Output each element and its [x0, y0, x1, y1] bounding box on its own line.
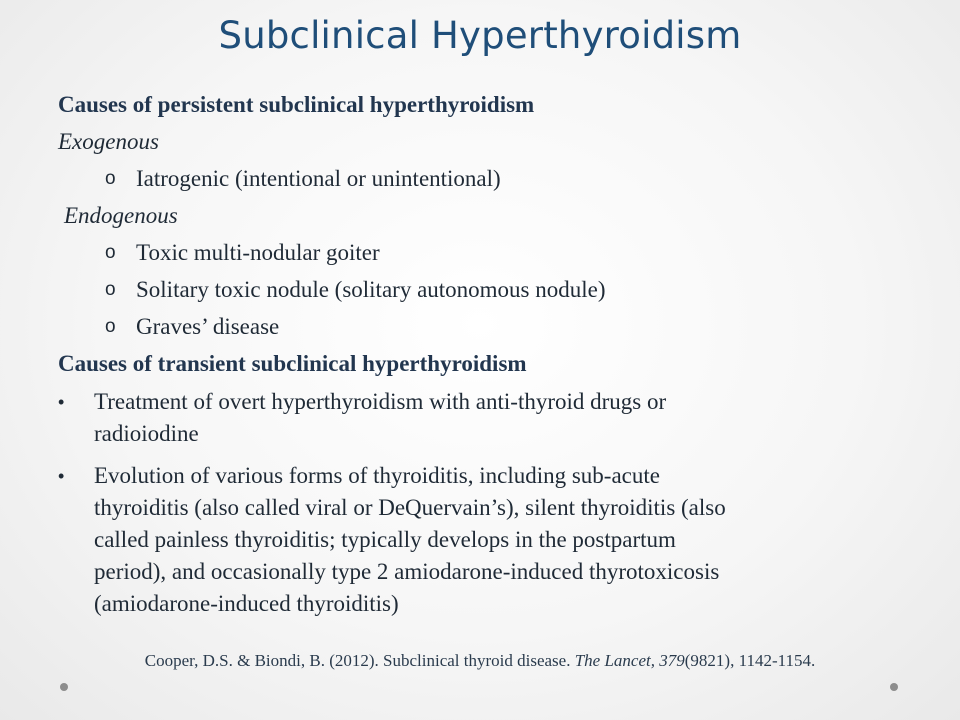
list-item-line: called painless thyroiditis; typically develops in the postpartum — [94, 527, 676, 552]
slide-title: Subclinical Hyperthyroidism — [218, 14, 742, 57]
exogenous-label: Exogenous — [58, 129, 159, 154]
list-item-line: radioiodine — [94, 421, 199, 446]
slide-body — [58, 86, 918, 620]
list-item-line: thyroiditis (also called viral or DeQuervain’s), silent thyroiditis (also — [94, 495, 726, 520]
reference-rest: (9821), 1142-1154. — [684, 651, 816, 670]
list-item-text: Solitary toxic nodule (solitary autonomous nodule) — [136, 277, 606, 302]
bullet-dot-icon: • — [58, 392, 65, 412]
list-item-line: period), and occasionally type 2 amiodarone-induced thyrotoxicosis — [94, 559, 720, 584]
list-item — [58, 234, 918, 271]
list-item-text: Iatrogenic (intentional or unintentional) — [136, 166, 501, 191]
left-dot-icon — [60, 683, 68, 691]
right-dot-icon — [890, 683, 898, 691]
list-item-line: Treatment of overt hyperthyroidism with anti-thyroid drugs or — [94, 389, 667, 414]
list-item — [58, 308, 918, 345]
list-item-text: Toxic multi-nodular goiter — [136, 240, 380, 265]
bullet-dot-icon: • — [58, 466, 65, 486]
endogenous-label: Endogenous — [64, 203, 178, 228]
circle-bullet-icon: o — [105, 242, 116, 263]
transient-heading: Causes of transient subclinical hyperthyroidism — [58, 351, 527, 376]
list-item-line: (amiodarone-induced thyroiditis) — [94, 591, 399, 616]
list-item — [58, 460, 918, 620]
persistent-heading: Causes of persistent subclinical hyperthyroidism — [58, 92, 535, 117]
circle-bullet-icon: o — [105, 279, 116, 300]
circle-bullet-icon: o — [105, 316, 116, 337]
list-item-text: Graves’ disease — [136, 314, 280, 339]
circle-bullet-icon: o — [105, 168, 116, 189]
reference-citation — [0, 651, 960, 671]
reference-journal: The Lancet, 379 — [574, 651, 685, 670]
list-item — [58, 386, 918, 450]
list-item — [58, 271, 918, 308]
list-item-line: Evolution of various forms of thyroiditis, including sub-acute — [94, 463, 660, 488]
list-item — [58, 160, 918, 197]
reference-authors: Cooper, D.S. & Biondi, B. (2012). Subclinical thyroid disease. — [144, 651, 575, 670]
